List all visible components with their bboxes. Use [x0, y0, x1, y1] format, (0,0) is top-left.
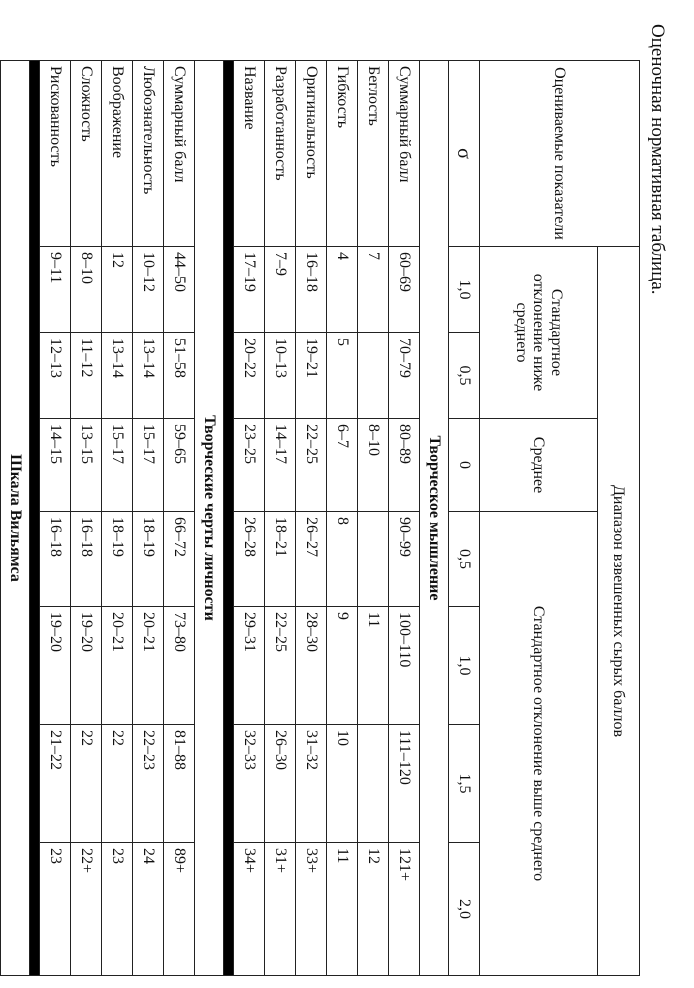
score-cell: 22	[102, 725, 133, 843]
score-cell	[0, 607, 1, 725]
score-cell: 15–17	[133, 419, 164, 512]
caption-text: Оценочная нормативная таблица.	[647, 24, 668, 295]
score-cell: 22–25	[296, 419, 327, 512]
score-cell: 81–88	[164, 725, 195, 843]
row-label: Название	[234, 61, 265, 247]
score-cell: 20–21	[102, 607, 133, 725]
score-cell: 14–15	[40, 419, 71, 512]
table-row	[327, 61, 358, 976]
row-label: Рискованность	[40, 61, 71, 247]
table-row	[265, 61, 296, 976]
row-label: Сложность	[71, 61, 102, 247]
score-cell: 8–10	[358, 419, 389, 512]
score-cell: 70–79	[389, 333, 420, 419]
score-cell: 29–31	[234, 607, 265, 725]
row-label: Суммарный балл	[389, 61, 420, 247]
sigma-label: σ	[449, 61, 480, 247]
score-cell: 31+	[265, 843, 296, 976]
score-cell: 10	[327, 725, 358, 843]
score-cell: 22–25	[265, 607, 296, 725]
score-cell: 18–21	[265, 512, 296, 607]
section-title: Творческие черты личности	[195, 61, 224, 976]
table-row	[0, 61, 1, 976]
section-title-row	[420, 61, 449, 976]
score-cell: 7–9	[265, 247, 296, 333]
score-cell: 10–12	[133, 247, 164, 333]
normative-table	[0, 60, 640, 976]
sigma-value: 1,0	[449, 247, 480, 333]
section-divider-bar	[30, 61, 40, 976]
score-cell	[0, 333, 1, 419]
score-cell: 59–65	[164, 419, 195, 512]
row-label: Суммарный балл	[164, 61, 195, 247]
score-cell: 22	[71, 725, 102, 843]
score-cell: 19–21	[296, 333, 327, 419]
score-cell: 17–19	[234, 247, 265, 333]
score-cell: 100–110	[389, 607, 420, 725]
section-title: Творческое мышление	[420, 61, 449, 976]
score-cell: 15–17	[102, 419, 133, 512]
table-row	[102, 61, 133, 976]
score-cell: 33+	[296, 843, 327, 976]
score-cell: 16–18	[40, 512, 71, 607]
header-above-mean: Стандартное отклонение выше среднего	[480, 512, 598, 976]
header-range: Диапазон взвешенных сырых баллов	[598, 247, 640, 976]
score-cell: 19–20	[40, 607, 71, 725]
score-cell	[0, 843, 1, 976]
score-cell: 23	[40, 843, 71, 976]
score-cell	[358, 725, 389, 843]
section-title: Шкала Вильямса	[1, 61, 30, 976]
score-cell: 90–99	[389, 512, 420, 607]
table-row	[40, 61, 71, 976]
score-cell: 26–30	[265, 725, 296, 843]
score-cell: 12	[102, 247, 133, 333]
score-cell: 22–23	[133, 725, 164, 843]
sigma-value: 1,0	[449, 607, 480, 725]
row-label: Гибкость	[327, 61, 358, 247]
section-divider	[30, 61, 40, 976]
table-body	[0, 61, 449, 976]
score-cell: 12	[358, 843, 389, 976]
score-cell: 21–22	[40, 725, 71, 843]
score-cell	[0, 725, 1, 843]
score-cell: 89+	[164, 843, 195, 976]
score-cell: 11	[358, 607, 389, 725]
score-cell: 34+	[234, 843, 265, 976]
score-cell: 10–13	[265, 333, 296, 419]
row-label: Оригинальность	[296, 61, 327, 247]
score-cell: 18–19	[102, 512, 133, 607]
header-mean: Среднее	[480, 419, 598, 512]
score-cell: 16–18	[296, 247, 327, 333]
sigma-value: 0,5	[449, 333, 480, 419]
score-cell: 60–69	[389, 247, 420, 333]
score-cell: 23–25	[234, 419, 265, 512]
score-cell: 51–58	[164, 333, 195, 419]
score-cell: 13–14	[133, 333, 164, 419]
score-cell: 11	[327, 843, 358, 976]
score-cell: 111–120	[389, 725, 420, 843]
score-cell: 9	[327, 607, 358, 725]
section-title-row	[195, 61, 224, 976]
rotated-table-container	[6, 60, 640, 975]
score-cell: 9–11	[40, 247, 71, 333]
table-row	[234, 61, 265, 976]
score-cell: 66–72	[164, 512, 195, 607]
row-label: Беглость	[358, 61, 389, 247]
score-cell: 18–19	[133, 512, 164, 607]
table-row	[389, 61, 420, 976]
score-cell: 4	[327, 247, 358, 333]
score-cell: 23	[102, 843, 133, 976]
score-cell: 22+	[71, 843, 102, 976]
score-cell: 8	[327, 512, 358, 607]
score-cell: 6–7	[327, 419, 358, 512]
score-cell: 7	[358, 247, 389, 333]
score-cell	[0, 419, 1, 512]
table-row	[133, 61, 164, 976]
row-label	[0, 61, 1, 247]
sigma-value: 0	[449, 419, 480, 512]
section-divider-bar	[224, 61, 234, 976]
page-caption	[648, 12, 688, 412]
score-cell	[0, 512, 1, 607]
header-below-mean: Стандартное отклонение ниже среднего	[480, 247, 598, 419]
score-cell: 13–14	[102, 333, 133, 419]
score-cell: 80–89	[389, 419, 420, 512]
score-cell: 20–21	[133, 607, 164, 725]
sigma-value: 2,0	[449, 843, 480, 976]
score-cell: 11–12	[71, 333, 102, 419]
sigma-value: 0,5	[449, 512, 480, 607]
sigma-value: 1,5	[449, 725, 480, 843]
row-label: Любознательность	[133, 61, 164, 247]
score-cell: 44–50	[164, 247, 195, 333]
score-cell: 121+	[389, 843, 420, 976]
score-cell: 26–28	[234, 512, 265, 607]
score-cell: 5	[327, 333, 358, 419]
table-row	[71, 61, 102, 976]
table-row	[358, 61, 389, 976]
score-cell	[0, 247, 1, 333]
section-divider	[224, 61, 234, 976]
score-cell: 16–18	[71, 512, 102, 607]
score-cell: 28–30	[296, 607, 327, 725]
header-indicators: Оцениваемые показатели	[480, 61, 640, 247]
table-row	[296, 61, 327, 976]
section-title-row	[1, 61, 30, 976]
score-cell: 14–17	[265, 419, 296, 512]
score-cell: 73–80	[164, 607, 195, 725]
score-cell: 13–15	[71, 419, 102, 512]
score-cell: 20–22	[234, 333, 265, 419]
score-cell: 12–13	[40, 333, 71, 419]
score-cell	[358, 333, 389, 419]
score-cell: 19–20	[71, 607, 102, 725]
score-cell: 31–32	[296, 725, 327, 843]
score-cell: 32–33	[234, 725, 265, 843]
score-cell: 24	[133, 843, 164, 976]
row-label: Разработанность	[265, 61, 296, 247]
score-cell: 8–10	[71, 247, 102, 333]
score-cell	[358, 512, 389, 607]
table-row	[164, 61, 195, 976]
score-cell: 26–27	[296, 512, 327, 607]
row-label: Воображение	[102, 61, 133, 247]
